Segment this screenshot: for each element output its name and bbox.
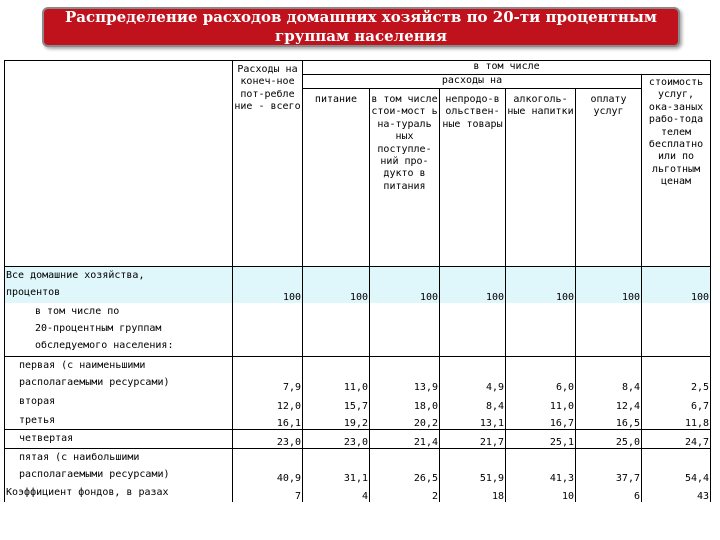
cell: 7,9 (233, 357, 303, 393)
cell: 21,7 (440, 430, 506, 449)
cell: 2,5 (642, 357, 711, 393)
cell: 100 (233, 267, 303, 303)
cell (440, 303, 506, 357)
table-row-fifth (5, 449, 711, 484)
cell: 25,1 (506, 430, 576, 449)
row-label: Коэффициент фондов, в разах (5, 484, 233, 502)
cell: 7 (233, 484, 303, 502)
cell: 54,4 (642, 449, 711, 484)
header-nonfood: непродо-в ольствен-ные товары (440, 89, 506, 267)
cell: 21,4 (370, 430, 440, 449)
header-free-services: стоимость услуг, ока-заных рабо-тода телем бесплатно или по льготным ценам (642, 75, 711, 267)
cell: 8,4 (440, 393, 506, 412)
table-row-coefficient (5, 484, 711, 502)
header-subgroup: расходы на (303, 75, 642, 89)
cell: 13,9 (370, 357, 440, 393)
cell: 18 (440, 484, 506, 502)
cell: 24,7 (642, 430, 711, 449)
header-corner (5, 61, 233, 267)
cell: 100 (576, 267, 642, 303)
header-total: Расходы на конеч-ное пот-ребле ние - всего (233, 61, 303, 267)
cell: 40,9 (233, 449, 303, 484)
cell: 100 (506, 267, 576, 303)
row-label: Все домашние хозяйства, процентов (5, 267, 233, 303)
table-row-subheading (5, 303, 711, 357)
cell: 20,2 (370, 412, 440, 430)
cell: 8,4 (576, 357, 642, 393)
cell: 100 (642, 267, 711, 303)
cell: 12,0 (233, 393, 303, 412)
cell: 6 (576, 484, 642, 502)
row-label: вторая (5, 393, 233, 412)
cell: 16,5 (576, 412, 642, 430)
cell (506, 303, 576, 357)
page-title: Распределение расходов домашних хозяйств по 20-ти процентным группам населения (65, 8, 657, 45)
cell (233, 303, 303, 357)
cell (303, 303, 370, 357)
expenditure-table (4, 60, 711, 502)
cell: 51,9 (440, 449, 506, 484)
header-group: в том числе (303, 61, 711, 75)
header-food: питание (303, 89, 370, 267)
row-label: пятая (с наибольшими располагаемыми ресурсами) (5, 449, 233, 484)
row-label: первая (с наименьшими располагаемыми ресурсами) (5, 357, 233, 393)
table-row-third (5, 412, 711, 430)
header-services: оплату услуг (576, 89, 642, 267)
cell: 100 (440, 267, 506, 303)
header-alcohol: алкоголь-ные напитки (506, 89, 576, 267)
row-label: третья (5, 412, 233, 430)
cell: 11,0 (506, 393, 576, 412)
cell: 43 (642, 484, 711, 502)
cell (370, 303, 440, 357)
table-row-first (5, 357, 711, 393)
cell: 25,0 (576, 430, 642, 449)
cell: 11,8 (642, 412, 711, 430)
cell: 26,5 (370, 449, 440, 484)
row-label: в том числе по 20-процентным группам обследуемого населения: (5, 303, 233, 357)
cell: 16,1 (233, 412, 303, 430)
header-row-1 (5, 61, 711, 75)
title-banner (42, 7, 680, 47)
cell: 100 (370, 267, 440, 303)
cell: 100 (303, 267, 370, 303)
cell: 23,0 (303, 430, 370, 449)
table-row-all (5, 267, 711, 303)
cell: 23,0 (233, 430, 303, 449)
cell: 15,7 (303, 393, 370, 412)
cell: 31,1 (303, 449, 370, 484)
header-food-natural: в том числе стои-мост ь на-тураль ных поступле-ний про-дукто в питания (370, 89, 440, 267)
cell: 4 (303, 484, 370, 502)
cell: 6,7 (642, 393, 711, 412)
table-row-second (5, 393, 711, 412)
cell: 16,7 (506, 412, 576, 430)
cell: 41,3 (506, 449, 576, 484)
cell: 2 (370, 484, 440, 502)
cell (576, 303, 642, 357)
cell: 4,9 (440, 357, 506, 393)
cell: 11,0 (303, 357, 370, 393)
cell: 18,0 (370, 393, 440, 412)
row-label: четвертая (5, 430, 233, 449)
cell: 19,2 (303, 412, 370, 430)
cell (642, 303, 711, 357)
cell: 12,4 (576, 393, 642, 412)
cell: 13,1 (440, 412, 506, 430)
cell: 10 (506, 484, 576, 502)
cell: 37,7 (576, 449, 642, 484)
cell: 6,0 (506, 357, 576, 393)
table-row-fourth (5, 430, 711, 449)
